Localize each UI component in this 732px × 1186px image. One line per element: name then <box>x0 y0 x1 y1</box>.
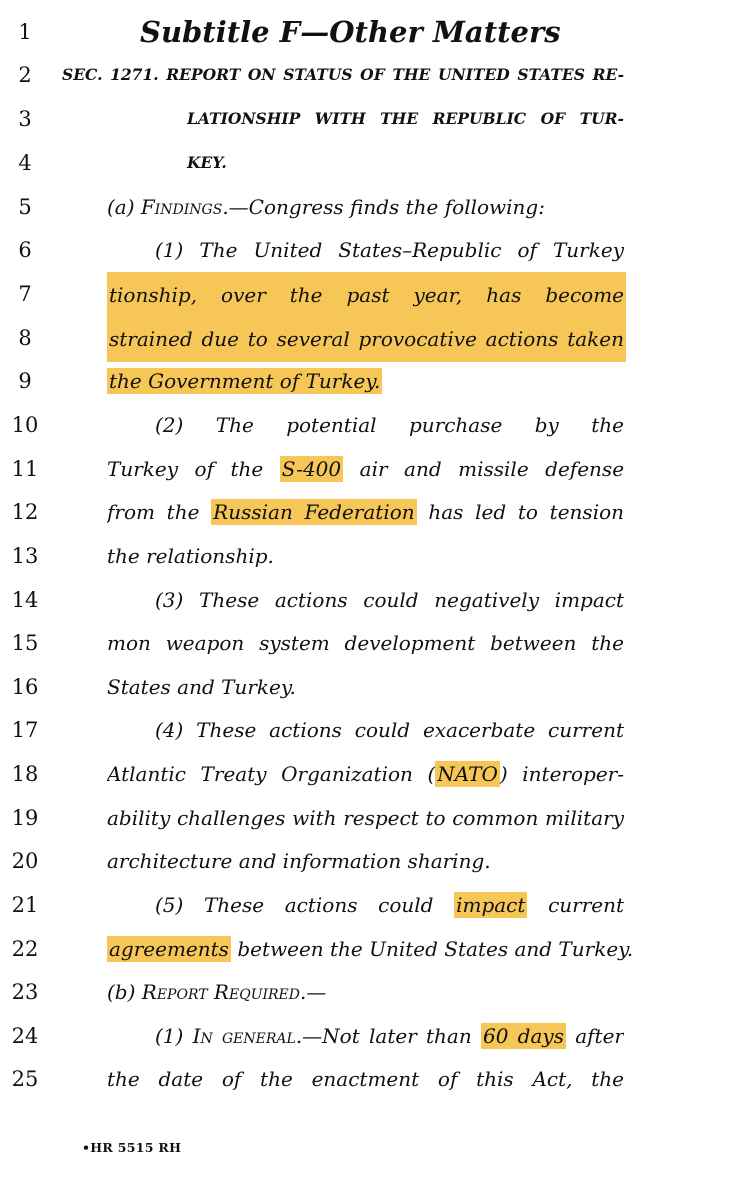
paragraph-line: (5) These actions could impact current <box>155 883 624 927</box>
highlight: 60 days <box>482 1024 564 1048</box>
subtitle-heading: Subtitle F—Other Matters <box>140 15 561 49</box>
paragraph-line: ability challenges with respect to common military <box>107 806 624 830</box>
paragraph-line: the date of the enactment of this Act, the <box>107 1067 624 1091</box>
paragraph-line: architecture and information sharing. <box>107 849 491 873</box>
line-number: 9 <box>18 369 32 393</box>
line-number: 12 <box>11 500 39 524</box>
line-number: 25 <box>11 1067 39 1091</box>
line-number: 11 <box>11 457 39 481</box>
line-number: 23 <box>11 980 39 1004</box>
paragraph-line <box>107 359 382 403</box>
highlight: strained due to several provocative actions taken <box>107 316 626 362</box>
line-number: 14 <box>11 588 39 612</box>
paragraph-line: Turkey of the S-400 air and missile defense <box>107 457 624 481</box>
line-number: 15 <box>11 631 39 655</box>
highlight: NATO <box>437 762 498 786</box>
paragraph-line: the relationship. <box>107 544 274 568</box>
findings-heading: (a) Findings.—Congress finds the following: <box>107 195 545 219</box>
line-number: 24 <box>11 1024 39 1048</box>
line-number: 22 <box>11 937 39 961</box>
line-number: 17 <box>11 718 39 742</box>
paragraph-line: States and Turkey. <box>107 675 296 699</box>
paragraph-line: (3) These actions could negatively impact <box>155 588 624 612</box>
line-number: 18 <box>11 762 39 786</box>
highlight: S-400 <box>281 457 342 481</box>
highlight: tionship, over the past year, has become <box>107 272 626 318</box>
paragraph-line: agreements between the United States and Turkey. <box>109 937 634 961</box>
highlight: the Government of Turkey. <box>109 369 381 393</box>
paragraph-line: (1) The United States–Republic of Turkey <box>155 228 624 272</box>
line-number: 16 <box>11 675 39 699</box>
document-footer: •HR 5515 RH <box>82 1140 182 1155</box>
line-number: 4 <box>18 151 32 175</box>
line-number: 2 <box>18 63 32 87</box>
paragraph-line: (1) In general.—Not later than 60 days after <box>155 1024 624 1048</box>
line-number: 21 <box>11 893 39 917</box>
report-heading: (b) Report Required.— <box>107 980 327 1004</box>
highlight: agreements <box>109 937 229 961</box>
paragraph-line: (2) The potential purchase by the <box>155 413 624 437</box>
paragraph-line: (4) These actions could exacerbate current <box>155 718 624 742</box>
section-heading-line: SEC. 1271. REPORT ON STATUS OF THE UNITED STATES RE- <box>62 65 624 84</box>
highlight: Russian Federation <box>213 500 415 524</box>
line-number: 6 <box>18 238 32 262</box>
line-number: 8 <box>18 326 32 350</box>
section-heading-line: LATIONSHIP WITH THE REPUBLIC OF TUR- <box>187 109 624 128</box>
line-number: 7 <box>18 282 32 306</box>
line-number: 20 <box>11 849 39 873</box>
line-number: 13 <box>11 544 39 568</box>
paragraph-line: mon weapon system development between the <box>107 631 624 655</box>
line-number: 19 <box>11 806 39 830</box>
line-number: 1 <box>18 20 32 44</box>
line-number: 10 <box>11 413 39 437</box>
paragraph-line: Atlantic Treaty Organization ( NATO ) interoper- <box>107 762 624 786</box>
line-number: 3 <box>18 107 32 131</box>
paragraph-line: from the Russian Federation has led to tension <box>107 500 624 524</box>
line-number: 5 <box>18 195 32 219</box>
highlight: impact <box>456 893 526 917</box>
section-heading-line: KEY. <box>187 153 227 172</box>
